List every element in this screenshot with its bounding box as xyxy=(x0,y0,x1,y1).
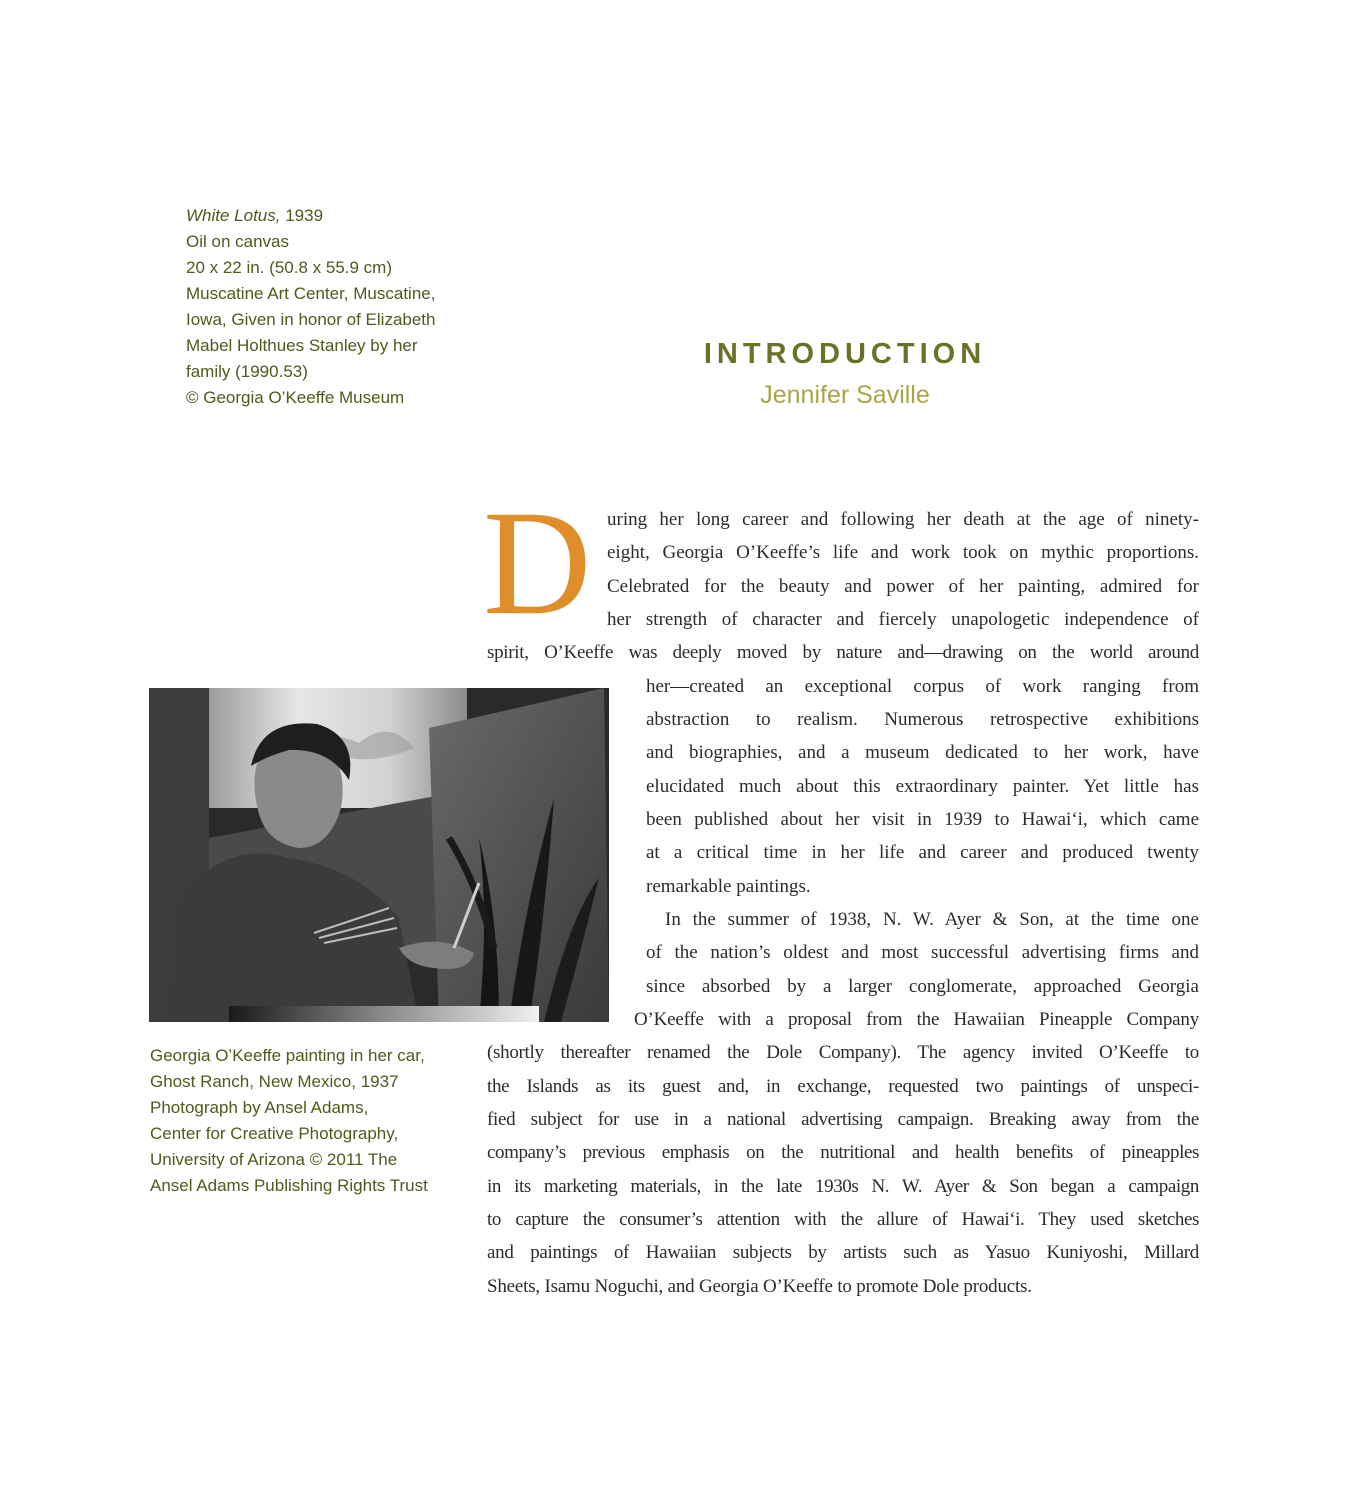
photo-caption-line: Ghost Ranch, New Mexico, 1937 xyxy=(150,1072,399,1091)
body-line: and paintings of Hawaiian subjects by artists such as Yasuo Kuniyoshi, Millard xyxy=(487,1242,1199,1263)
photo-caption-line: Ansel Adams Publishing Rights Trust xyxy=(150,1176,428,1195)
body-line: remarkable paintings. xyxy=(646,876,811,897)
body-line: been published about her visit in 1939 to Hawai‘i, which came xyxy=(646,809,1199,830)
artwork-caption-line: Muscatine Art Center, Muscatine, xyxy=(186,284,436,303)
body-line: and biographies, and a museum dedicated to her work, have xyxy=(646,742,1199,763)
body-line: fied subject for use in a national advertising campaign. Breaking away from the xyxy=(487,1109,1199,1130)
photo-illustration xyxy=(149,688,609,1022)
photo-caption xyxy=(150,1043,470,1199)
photo-caption-line: Center for Creative Photography, xyxy=(150,1124,399,1143)
body-line: O’Keeffe with a proposal from the Hawaiian Pineapple Company xyxy=(634,1009,1199,1030)
artwork-year: 1939 xyxy=(280,206,324,225)
author-name: Jennifer Saville xyxy=(760,381,930,409)
body-line: (shortly thereafter renamed the Dole Company). The agency invited O’Keeffe to xyxy=(487,1042,1199,1063)
body-line: in its marketing materials, in the late 1930s N. W. Ayer & Son began a campaign xyxy=(487,1176,1199,1197)
body-line: since absorbed by a larger conglomerate, approached Georgia xyxy=(646,976,1199,997)
photo-caption-line: Georgia O’Keeffe painting in her car, xyxy=(150,1046,425,1065)
body-line: abstraction to realism. Numerous retrospective exhibitions xyxy=(646,709,1199,730)
body-line: Sheets, Isamu Noguchi, and Georgia O’Keeffe to promote Dole products. xyxy=(487,1276,1032,1297)
artwork-title: White Lotus, xyxy=(186,206,281,225)
artwork-caption xyxy=(186,203,476,411)
body-line: Celebrated for the beauty and power of her painting, admired for xyxy=(607,576,1199,597)
photo-caption-line: University of Arizona © 2011 The xyxy=(150,1150,398,1169)
body-line: spirit, O’Keeffe was deeply moved by nature and—drawing on the world around xyxy=(487,642,1199,663)
drop-cap: D xyxy=(483,480,592,646)
body-line: her strength of character and fiercely unapologetic independence of xyxy=(607,609,1199,630)
body-line: In the summer of 1938, N. W. Ayer & Son, at the time one xyxy=(665,909,1199,930)
body-line: of the nation’s oldest and most successful advertising firms and xyxy=(646,942,1199,963)
artwork-caption-line: 20 x 22 in. (50.8 x 55.9 cm) xyxy=(186,258,392,277)
artwork-caption-line: family (1990.53) xyxy=(186,362,308,381)
artwork-caption-line: Mabel Holthues Stanley by her xyxy=(186,336,418,355)
photo-caption-line: Photograph by Ansel Adams, xyxy=(150,1098,369,1117)
body-line: elucidated much about this extraordinary painter. Yet little has xyxy=(646,776,1199,797)
body-line: her—created an exceptional corpus of work ranging from xyxy=(646,676,1199,697)
photo-okeeffe-painting xyxy=(149,688,609,1022)
artwork-caption-line: Oil on canvas xyxy=(186,232,289,251)
body-line: eight, Georgia O’Keeffe’s life and work took on mythic proportions. xyxy=(607,542,1199,563)
body-line: uring her long career and following her death at the age of ninety- xyxy=(607,509,1199,530)
artwork-caption-title-line xyxy=(186,203,476,229)
artwork-caption-line: © Georgia O’Keeffe Museum xyxy=(186,388,405,407)
artwork-caption-line: Iowa, Given in honor of Elizabeth xyxy=(186,310,436,329)
body-line: at a critical time in her life and career and produced twenty xyxy=(646,842,1199,863)
body-line: company’s previous emphasis on the nutritional and health benefits of pineapples xyxy=(487,1142,1199,1163)
body-line: to capture the consumer’s attention with the allure of Hawai‘i. They used sketches xyxy=(487,1209,1199,1230)
body-line: the Islands as its guest and, in exchange, requested two paintings of unspeci- xyxy=(487,1076,1199,1097)
section-title: INTRODUCTION xyxy=(703,338,987,370)
